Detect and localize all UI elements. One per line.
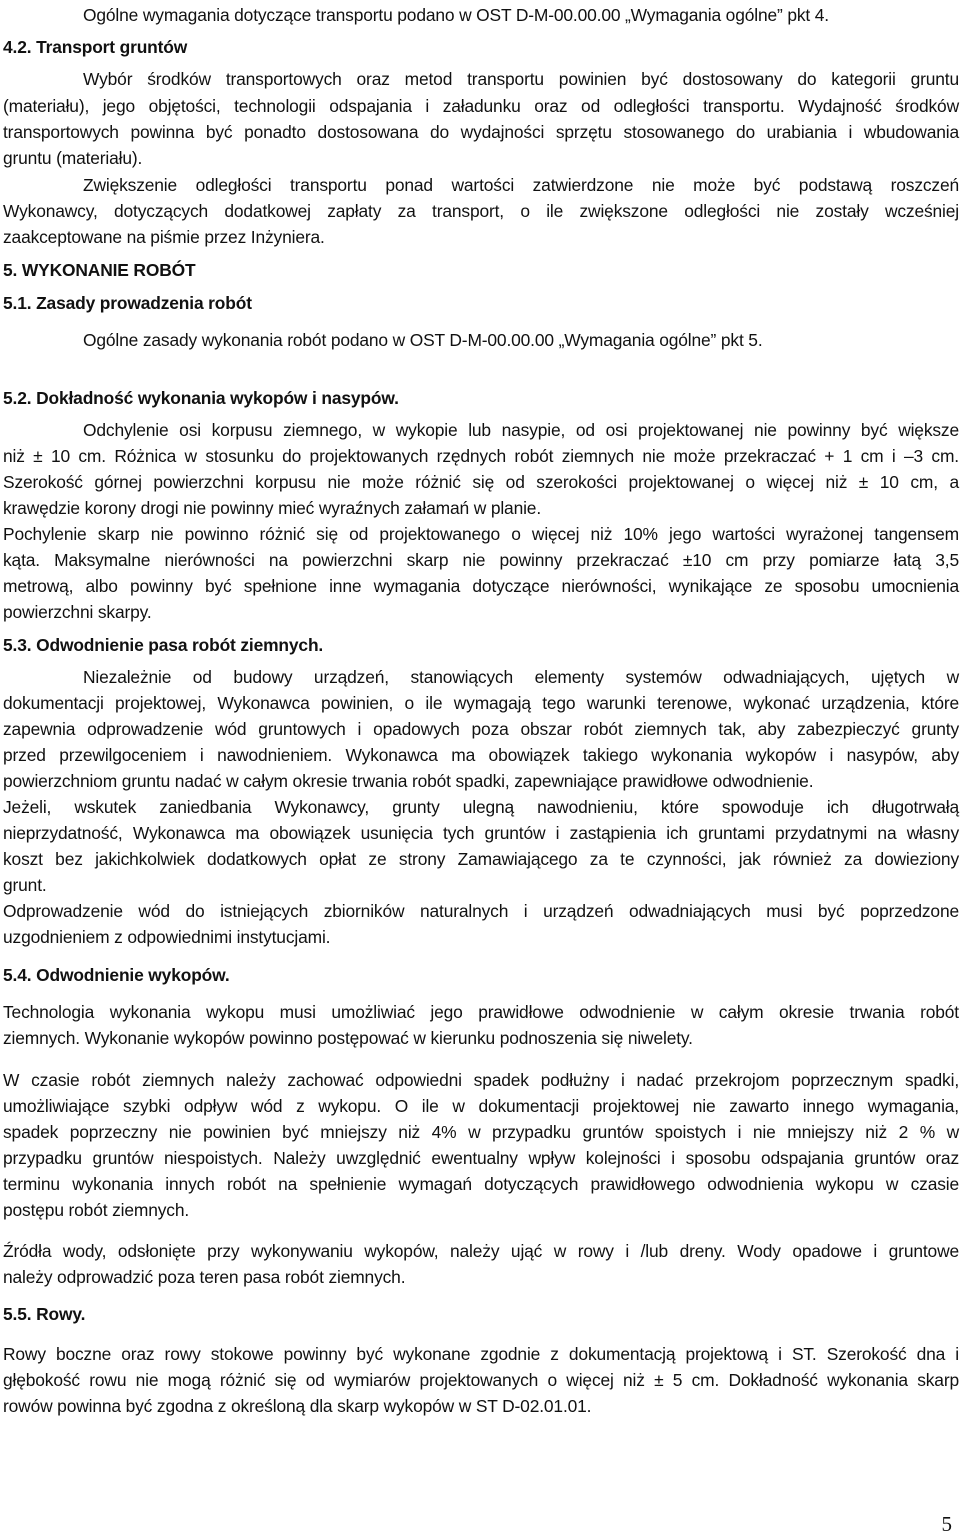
text-line: powierzchniom gruntu nadać w całym okresie trwania robót spadki, zapewniające prawidłowe odwodnienie.: [3, 771, 814, 791]
text-line: Źródła wody, odsłonięte przy wykonywaniu wykopów, należy ująć w rowy i /lub dreny. Wody opadowe i gruntowe: [3, 1241, 959, 1261]
text-line: niż ± 10 cm. Różnica w stosunku do projektowanych rzędnych robót ziemnych nie może przekraczać + 1 cm i –3 cm.: [3, 446, 959, 466]
text-line: uzgodnieniem z odpowiednimi instytucjami.: [3, 927, 331, 947]
text-line: przed przewilgoceniem i nawodnieniem. Wykonawca ma obowiązek takiego wykonania wykopów i nasypów, aby: [3, 745, 959, 765]
text-line: Pochylenie skarp nie powinno różnić się od projektowanego o więcej niż 10% jego wartości wyrażonej tangensem: [3, 524, 959, 544]
text-line: Zwiększenie odległości transportu ponad wartości zatwierdzone nie może być podstawą roszczeń: [83, 175, 959, 195]
text-line: ziemnych. Wykonanie wykopów powinno postępować w kierunku podnoszenia się niwelety.: [3, 1028, 693, 1048]
text-line: transportowych powinna być ponadto dostosowana do wydajności sprzętu stosowanego do urabiania i wbudowania: [3, 122, 959, 142]
text-line: gruntu (materiału).: [3, 148, 143, 168]
text-line: umożliwiające szybki odpływ wód z wykopu. O ile w dokumentacji projektowej nie zawarto innego wymagania,: [3, 1096, 959, 1116]
text-line: koszt bez jakichkolwiek dodatkowych opłat ze strony Zamawiającego za te czynności, jak również za dowieziony: [3, 849, 959, 869]
text-line: dokumentacji projektowej, Wykonawca powinien, o ile wymagają tego warunki terenowe, wykonać urządzenia, które: [3, 693, 959, 713]
section-heading: 5.4. Odwodnienie wykopów.: [3, 965, 230, 985]
text-line: grunt.: [3, 875, 47, 895]
text-line: Szerokość górnej powierzchni korpusu nie może różnić się od szerokości projektowanej o więcej niż ± 10 cm, a: [3, 472, 959, 492]
text-line: należy odprowadzić poza teren pasa robót ziemnych.: [3, 1267, 406, 1287]
section-heading: 5.3. Odwodnienie pasa robót ziemnych.: [3, 635, 324, 655]
text-line: głębokość rowu nie mogą różnić się od wymiarów projektowanych o więcej niż ± 5 cm. Dokładność wykonania skarp: [3, 1370, 959, 1390]
text-line: postępu robót ziemnych.: [3, 1200, 190, 1220]
text-line: Ogólne zasady wykonania robót podano w OST D-M-00.00.00 „Wymagania ogólne” pkt 5.: [83, 330, 763, 350]
text-line: nieprzydatność, Wykonawca ma obowiązek usunięcia tych gruntów i zastąpienia ich gruntami przydatnymi na własny: [3, 823, 959, 843]
text-line: Wybór środków transportowych oraz metod transportu powinien być dostosowany do kategorii gruntu: [83, 69, 959, 89]
text-line: zapewnia odprowadzenie wód gruntowych i opadowych poza obszar robót ziemnych tak, aby zabezpieczyć grunty: [3, 719, 959, 739]
text-line: Odprowadzenie wód do istniejących zbiorników naturalnych i urządzeń odwadniających musi być poprzedzone: [3, 901, 959, 921]
text-line: Jeżeli, wskutek zaniedbania Wykonawcy, grunty ulegną nawodnieniu, które spowoduje ich długotrwałą: [3, 797, 959, 817]
text-line: Ogólne wymagania dotyczące transportu podano w OST D-M-00.00.00 „Wymagania ogólne” pkt 4.: [83, 5, 829, 25]
text-line: rowów powinna być zgodna z określoną dla skarp wykopów w ST D-02.01.01.: [3, 1396, 592, 1416]
section-heading: 5. WYKONANIE ROBÓT: [3, 260, 196, 280]
text-line: Rowy boczne oraz rowy stokowe powinny być wykonane zgodnie z dokumentacją projektową i ST. Szerokość dna i: [3, 1344, 959, 1364]
text-line: kąta. Maksymalne nierówności na powierzchni skarp nie powinny przekraczać ±10 cm przy pomiarze łatą 3,5: [3, 550, 959, 570]
section-heading: 4.2. Transport gruntów: [3, 37, 188, 57]
section-heading: 5.1. Zasady prowadzenia robót: [3, 293, 252, 313]
text-line: spadek poprzeczny nie powinien być mniejszy niż 4% w przypadku gruntów spoistych i nie mniejszy niż 2 % w: [3, 1122, 959, 1142]
text-line: (materiału), jego objętości, technologii odspajania i załadunku oraz od odległości transportu. Wydajność środków: [3, 96, 959, 116]
text-line: przypadku gruntów niespoistych. Należy uwzględnić ewentualny wpływ kolejności i sposobu odspajania gruntów oraz: [3, 1148, 959, 1168]
text-line: Wykonawcy, dotyczących dodatkowej zapłaty za transport, o ile zwiększone odległości nie zostały wcześniej: [3, 201, 959, 221]
text-line: Odchylenie osi korpusu ziemnego, w wykopie lub nasypie, od osi projektowanej nie powinny być większe: [83, 420, 959, 440]
text-line: Technologia wykonania wykopu musi umożliwiać jego prawidłowe odwodnienie w całym okresie trwania robót: [3, 1002, 959, 1022]
text-line: zaakceptowane na piśmie przez Inżyniera.: [3, 227, 325, 247]
text-line: terminu wykonania innych robót na spełnienie wymagań dotyczących prawidłowego odwodnienia wykopu w czasie: [3, 1174, 959, 1194]
text-line: powierzchni skarpy.: [3, 602, 152, 622]
text-line: W czasie robót ziemnych należy zachować odpowiedni spadek podłużny i nadać przekrojom poprzecznym spadki,: [3, 1070, 959, 1090]
page-number: 5: [941, 1512, 952, 1536]
section-heading: 5.5. Rowy.: [3, 1304, 86, 1324]
section-heading: 5.2. Dokładność wykonania wykopów i nasypów.: [3, 388, 399, 408]
text-line: Niezależnie od budowy urządzeń, stanowiących elementy systemów odwadniających, ujętych w: [83, 667, 959, 687]
text-line: krawędzie korony drogi nie powinny mieć wyraźnych załamań w planie.: [3, 498, 542, 518]
text-line: metrową, albo powinny być spełnione inne wymagania dotyczące nierówności, wynikające ze sposobu umocnienia: [3, 576, 959, 596]
